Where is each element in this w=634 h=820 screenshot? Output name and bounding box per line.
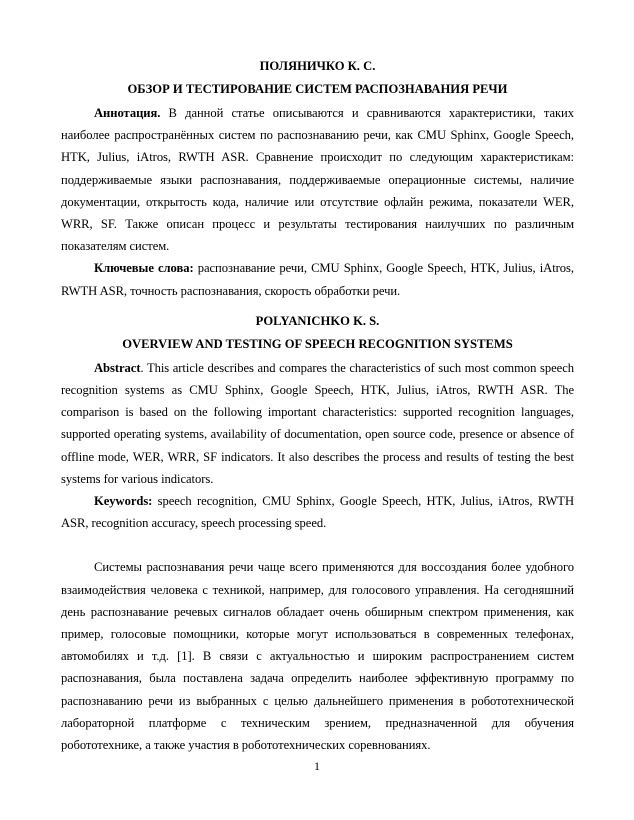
spacer: [61, 302, 574, 314]
title-en: OVERVIEW AND TESTING OF SPEECH RECOGNITION SYSTEMS: [122, 336, 513, 351]
keywords-en: [61, 490, 574, 534]
abstract-ru-label: Аннотация.: [94, 106, 161, 120]
body-paragraph: Системы распознавания речи чаще всего применяются для воссоздания более удобного взаимодействия человека с техникой, например, для голосового управления. На сегодняшний день распознавание речевых сигналов обладает очень обширным спектром применения, как пример, голосовые помощники, которые могут использоваться в современных телефонах, автомобилях и т.д. [1]. В связи с актуальностью и широким распространением систем распознавания, была поставлена задача определить наиболее эффективную программу по распознаванию речи из выбранных с целью дальнейшего применения в робототехнической лабораторной платформе с техническим зрением, предназначенной для обучения робототехнике, а также участия в робототехнических соревнованиях.: [61, 560, 574, 753]
abstract-en: [61, 357, 574, 490]
keywords-ru-label: Ключевые слова:: [94, 261, 194, 276]
keywords-en-text: speech recognition, CMU Sphinx, Google Speech, HTK, Julius, iAtros, RWTH ASR, recognition accuracy, speech processing speed.: [61, 494, 574, 531]
paper-page: [61, 59, 574, 756]
title-ru: ОБЗОР И ТЕСТИРОВАНИЕ СИСТЕМ РАСПОЗНАВАНИЯ РЕЧИ: [127, 82, 508, 96]
keywords-ru-text: распознавание речи, CMU Sphinx, Google Speech, HTK, Julius, iAtros, RWTH ASR, точность распознавания, скорость обработки речи.: [61, 261, 574, 298]
keywords-en-label: Keywords:: [94, 494, 153, 509]
author-ru: ПОЛЯНИЧКО К. С.: [259, 59, 376, 73]
abstract-ru: [61, 102, 574, 257]
spacer: [61, 534, 574, 556]
author-en: POLYANICHKO K. S.: [255, 313, 380, 328]
abstract-en-text: . This article describes and compares the characteristics of such most common speech recognition systems as CMU Sphinx, Google Speech, HTK, Julius, iAtros, RWTH ASR. The comparison is based on the following important characteristics: supported recognition languages, supported operating systems, availability of documentation, open source code, presence or absence of offline mode, WER, WRR, SF indicators. It also describes the process and results of testing the best systems for various indicators.: [61, 360, 574, 486]
page-number: 1: [314, 759, 320, 773]
abstract-en-label: Abstract: [94, 360, 141, 375]
keywords-ru: [61, 257, 574, 301]
abstract-ru-text: В данной статье описываются и сравниваются характеристики, таких наиболее распространённых систем по распознаванию речи, как CMU Sphinx, Google Speech, HTK, Julius, iAtros, RWTH ASR. Сравнение происходит по следующим характеристикам: поддерживаемые языки распознавания, поддерживаемые операционные системы, наличие документации, открытость кода, наличие или отсутствие офлайн режима, показатели WER, WRR, SF. Также описан процесс и результаты тестирования наилучших по различным показателям систем.: [61, 106, 574, 254]
